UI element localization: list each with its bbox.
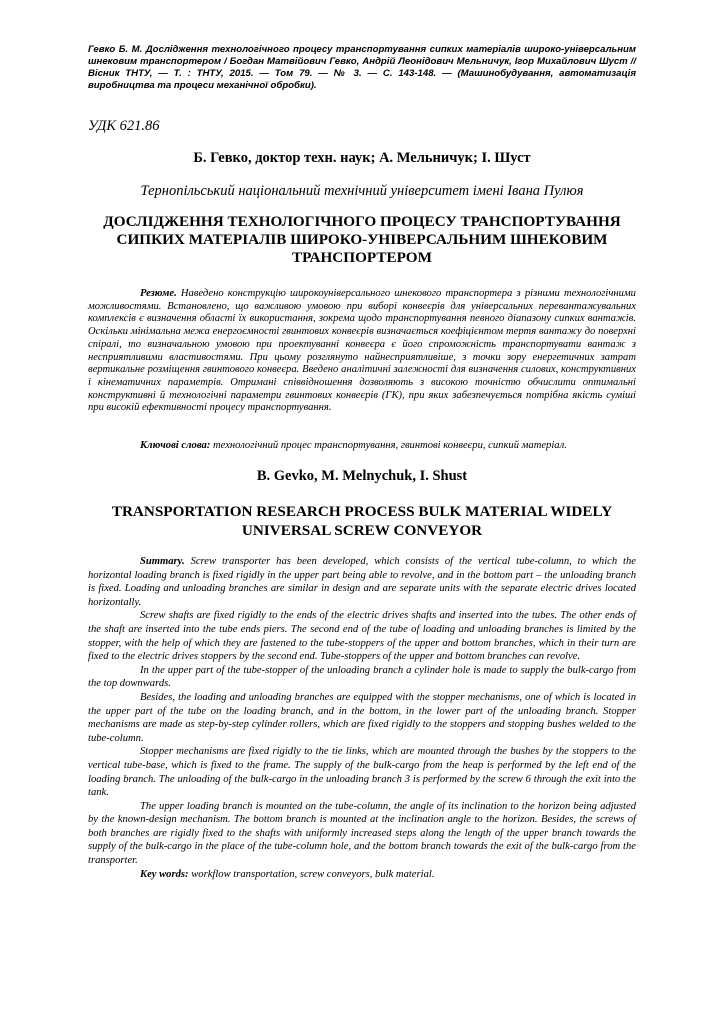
- summary-paragraph: The upper loading branch is mounted on the tube-column, the angle of its inclination to the horizon being adjusted by the known-design mechanism. The bottom branch is mounted at the inclination angle to the horizon. Besides, the screws of both branches are rigidly fixed to the shafts with uniformly increased steps along the length of the upper branch towards the supply of the bulk-cargo in the place of the tube-column hole, and the bottom branch towards the exit of the bulk-cargo from the transporter.: [88, 800, 636, 867]
- abstract-ukrainian: [88, 288, 636, 415]
- summary-paragraph: In the upper part of the tube-stopper of the unloading branch a cylinder hole is made to supply the bulk-cargo from the top downwards.: [88, 664, 636, 690]
- summary-paragraph: Summary. Screw transporter has been developed, which consists of the vertical tube-column, to which the horizontal loading branch is fixed rigidly in the upper part being able to revolve, and in the bottom part – the unloading branch is fixed. Loading and unloading branches are similar in design and are separate units with the separate electric drives located horizontally.: [88, 556, 636, 608]
- citation: Гевко Б. М. Дослідження технологічного процесу транспортування сипких матеріалів широко-універсальним шнековим транспортером / Богдан Матвійович Гевко, Андрій Леонідович Мельничук, Ігор Михайлович Шуст // Вісник ТНТУ, — Т. : ТНТУ, 2015. — Том 79. — № 3. — С. 143-148. — (Машинобудування, автоматизація виробництва та процеси механічної обробки).: [88, 44, 636, 91]
- authors-english: B. Gevko, M. Melnychuk, I. Shust: [256, 468, 468, 484]
- udk-code: УДК 621.86: [88, 118, 160, 134]
- affiliation: Тернопільський національний технічний університет імені Івана Пулюя: [140, 183, 584, 199]
- summary-paragraph: Besides, the loading and unloading branches are equipped with the stopper mechanisms, one of which is located in the upper part of the tube on the loading branch, and in the bottom, in the lower part of the unloading branch. Stopper mechanisms are made as step-by-step cylinder rollers, which are fixed rigidly to the stoppers and stopping bushes welded to the tube-column.: [88, 691, 636, 744]
- keywords-text: технологічний процес транспортування, гвинтові конвеєри, сипкий матеріал.: [212, 440, 567, 451]
- keywords-label: Ключові слова:: [140, 440, 211, 451]
- abstract-text: Наведено конструкцію широкоуніверсального шнекового транспортера з різними технологічними можливостями. Встановлено, що важливою умовою при виборі конвеєрів для універсальних перевантажувальних комплексів є визначення області їх використання, зокрема щодо транспортування певного діапазону сипких вантажів. Оскільки мінімальна межа енергоємності гвинтових конвеєрів визначається коефіцієнтом тертя вантажу до поверхні спіралі, то визначальною умовою при проектуванні конвеєра є його спроможність транспортувати вантаж з несприятливими властивостями. При цьому розглянуто найнесприятливіше, з точки зору енергетичних затрат вертикальне розміщення гвинтового конвеєра. Введено аналітичні залежності для визначення силових, конструктивних і кінематичних параметрів. Отримані співвідношення дозволяють з високою точністю обчислити оптимальні конструктивні й технологічні параметри гвинтових конвеєрів (ГК), при яких забезпечується потрібна якість суміші при високій ефективності процесу транспортування.: [88, 288, 636, 414]
- title-ukrainian: ДОСЛІДЖЕННЯ ТЕХНОЛОГІЧНОГО ПРОЦЕСУ ТРАНСПОРТУВАННЯ СИПКИХ МАТЕРІАЛІВ ШИРОКО-УНІВЕРСАЛЬНИМ ШНЕКОВИМ ТРАНСПОРТЕРОМ: [103, 213, 621, 266]
- summary-english: [88, 555, 636, 881]
- abstract-label: Резюме.: [140, 288, 177, 299]
- summary-label: Summary.: [140, 556, 185, 567]
- keywords-en-text: workflow transportation, screw conveyors, bulk material.: [191, 868, 435, 880]
- title-english: TRANSPORTATION RESEARCH PROCESS BULK MATERIAL WIDELY UNIVERSAL SCREW CONVEYOR: [111, 503, 613, 539]
- authors-ukrainian: Б. Гевко, доктор техн. наук; А. Мельничук; І. Шуст: [193, 150, 531, 166]
- summary-paragraph: Stopper mechanisms are fixed rigidly to the tie links, which are mounted through the bushes by the stoppers to the vertical tube-base, which is fixed to the frame. The supply of the bulk-cargo from the heap is performed by the left end of the loading branch. The unloading of the bulk-cargo in the unloading branch 3 is performed by the screw 6 through the exit into the tank.: [88, 746, 636, 799]
- keywords-en-label: Key words:: [140, 868, 189, 880]
- keywords-english: [88, 868, 636, 882]
- keywords-ukrainian: [140, 440, 640, 451]
- summary-paragraph: Screw shafts are fixed rigidly to the ends of the electric drives shafts and inserted into the tubes. The other ends of the shaft are inserted into the tube ends piers. The second end of the tube of loading and unloading branches is limited by the stopper, with the help of which they are fastened to the tube-stoppers of the upper and bottom branches, which in their turn are fixed to the electric drives stoppers by the second end. Tube-stoppers of the upper and bottom branches can revolve.: [88, 610, 636, 663]
